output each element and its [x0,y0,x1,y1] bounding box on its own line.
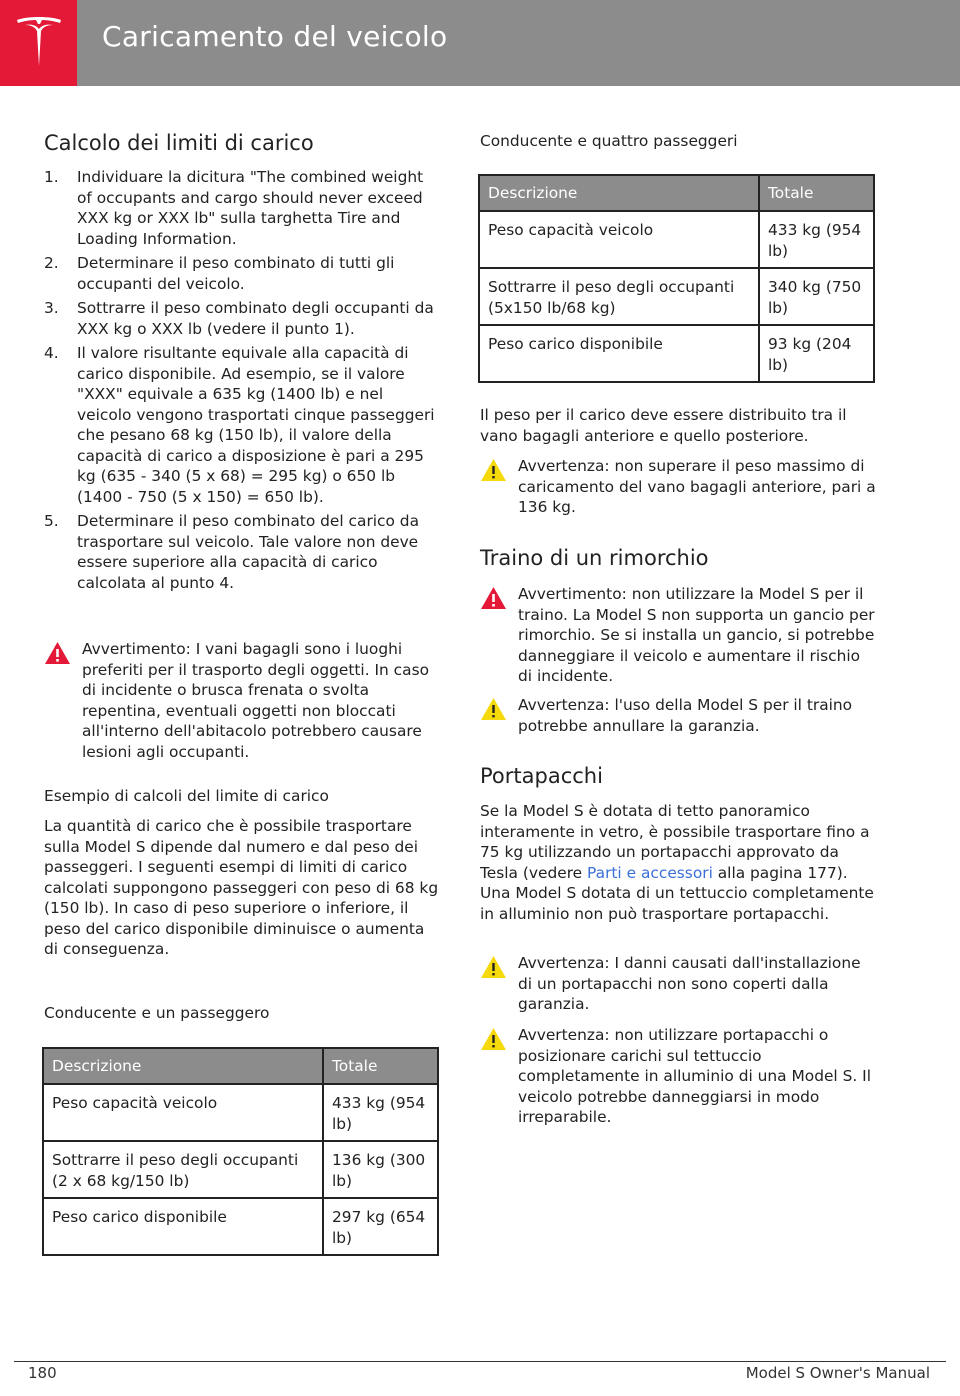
table-row [479,211,874,268]
caution-note [480,695,876,736]
list-item [44,511,440,593]
step-text: Determinare il peso combinato di tutti gli occupanti del veicolo. [77,254,395,293]
parts-accessories-link[interactable]: Parti e accessori [587,863,713,882]
table-header-row [479,175,874,211]
list-item [44,298,440,339]
table-cell: 136 kg (300 lb) [323,1141,438,1198]
warning-icon [44,641,71,665]
roof-rack-heading: Portapacchi [480,764,603,788]
list-item [44,253,440,294]
page-header [0,0,960,86]
column-header: Descrizione [43,1048,323,1084]
table-caption: Conducente e un passeggero [44,1004,270,1022]
warning-text: Avvertimento: I vani bagagli sono i luoghi preferiti per il trasporto degli oggetti. In caso di incidente o brusca frenata o svolta repentina, eventuali oggetti non bloccati all'interno dell'abitacolo potrebbero causare lesioni agli occupanti. [82,640,430,761]
table-row [479,325,874,382]
roof-rack-text-start: Se la Model S è dotata di tetto panoramico interamente in vetro, è possibile trasportare fino a 75 kg utilizzando un portapacchi approvato da Tesla (vedere [480,802,870,882]
table-cell: Sottrarre il peso degli occupanti (2 x 68 kg/150 lb) [43,1141,323,1198]
table-header-row [43,1048,438,1084]
caution-icon [480,955,507,979]
warning-note [44,639,440,762]
load-table-five-occupants [478,174,875,383]
column-header: Totale [759,175,874,211]
warning-text: Avvertimento: non utilizzare la Model S per il traino. La Model S non supporta un gancio per rimorchio. Se si installa un gancio, si potrebbe danneggiare il veicolo e aumentare il rischio di incidente. [518,585,875,685]
table-cell: Peso carico disponibile [479,325,759,382]
caution-text: Avvertenza: non utilizzare portapacchi o posizionare carichi sul tettuccio completamente in alluminio di una Model S. Il veicolo potrebbe danneggiarsi in modo irreparabile. [518,1026,871,1126]
step-text: Il valore risultante equivale alla capacità di carico disponibile. Ad esempio, se il valore "XXX" equivale a 635 kg (1400 lb) e nel veicolo vengono trasportati cinque passeggeri che pesano 68 kg (150 lb), il valore della capacità di carico a disposizione è pari a 295 kg (635 - 340 (5 x 68) = 295 kg) o 650 lb (1400 - 750 (5 x 150) = 650 lb). [77,344,435,506]
step-text: Sottrarre il peso combinato degli occupanti da XXX kg o XXX lb (vedere il punto 1). [77,299,434,338]
step-number: 3. [44,299,59,317]
table-cell: 433 kg (954 lb) [759,211,874,268]
table-cell: 433 kg (954 lb) [323,1084,438,1141]
caution-note [480,953,876,1015]
example-title: Esempio di calcoli del limite di carico [44,787,329,805]
page-number: 180 [28,1364,57,1382]
caution-icon [480,697,507,721]
step-number: 5. [44,512,59,530]
roof-rack-text-end: alla pagina 177). Una Model S dotata di un tettuccio completamente in alluminio non può trasportare portapacchi. [480,863,874,923]
caution-icon [480,458,507,482]
table-cell: 93 kg (204 lb) [759,325,874,382]
table-row [43,1141,438,1198]
step-number: 1. [44,168,59,186]
caution-text: Avvertenza: non superare il peso massimo di caricamento del vano bagagli anteriore, pari a 136 kg. [518,457,876,516]
distribution-text: Il peso per il carico deve essere distribuito tra il vano bagagli anteriore e quello posteriore. [480,406,847,445]
table-cell: Peso capacità veicolo [479,211,759,268]
warning-note [480,584,876,687]
table-row [43,1084,438,1141]
table-cell: 297 kg (654 lb) [323,1198,438,1255]
load-table-two-occupants [42,1047,439,1256]
step-number: 4. [44,344,59,362]
caution-text: Avvertenza: l'uso della Model S per il traino potrebbe annullare la garanzia. [518,696,853,735]
table-row [479,268,874,325]
column-header: Descrizione [479,175,759,211]
tesla-logo-icon [14,16,64,68]
column-header: Totale [323,1048,438,1084]
manual-name: Model S Owner's Manual [745,1364,930,1382]
caution-note [480,1025,876,1128]
step-number: 2. [44,254,59,272]
table-caption: Conducente e quattro passeggeri [480,132,738,150]
warning-icon [480,586,507,610]
page-title: Caricamento del veicolo [102,20,448,53]
caution-text: Avvertenza: I danni causati dall'installazione di un portapacchi non sono coperti dalla garanzia. [518,954,861,1013]
list-item [44,343,440,507]
step-text: Determinare il peso combinato del carico da trasportare sul veicolo. Tale valore non deve essere superiore alla capacità di carico calcolata al punto 4. [77,512,420,592]
towing-heading: Traino di un rimorchio [480,546,709,570]
caution-icon [480,1027,507,1051]
step-text: Individuare la dicitura "The combined weight of occupants and cargo should never exceed XXX kg or XXX lb" sulla targhetta Tire and Loading Information. [77,168,424,248]
table-cell: Sottrarre il peso degli occupanti (5x150 lb/68 kg) [479,268,759,325]
table-row [43,1198,438,1255]
load-limit-steps [44,167,440,597]
table-cell: Peso capacità veicolo [43,1084,323,1141]
caution-note [480,456,876,518]
table-cell: Peso carico disponibile [43,1198,323,1255]
brand-logo-block [0,0,77,86]
example-text: La quantità di carico che è possibile trasportare sulla Model S dipende dal numero e dal peso dei passeggeri. I seguenti esempi di limiti di carico calcolati suppongono passeggeri con peso di 68 kg (150 lb). In caso di peso superiore o inferiore, il peso del carico disponibile diminuisce o aumenta di conseguenza. [44,817,439,958]
footer-divider [14,1361,946,1362]
list-item [44,167,440,249]
load-limit-heading: Calcolo dei limiti di carico [44,131,314,155]
roof-rack-text [480,801,876,924]
table-cell: 340 kg (750 lb) [759,268,874,325]
